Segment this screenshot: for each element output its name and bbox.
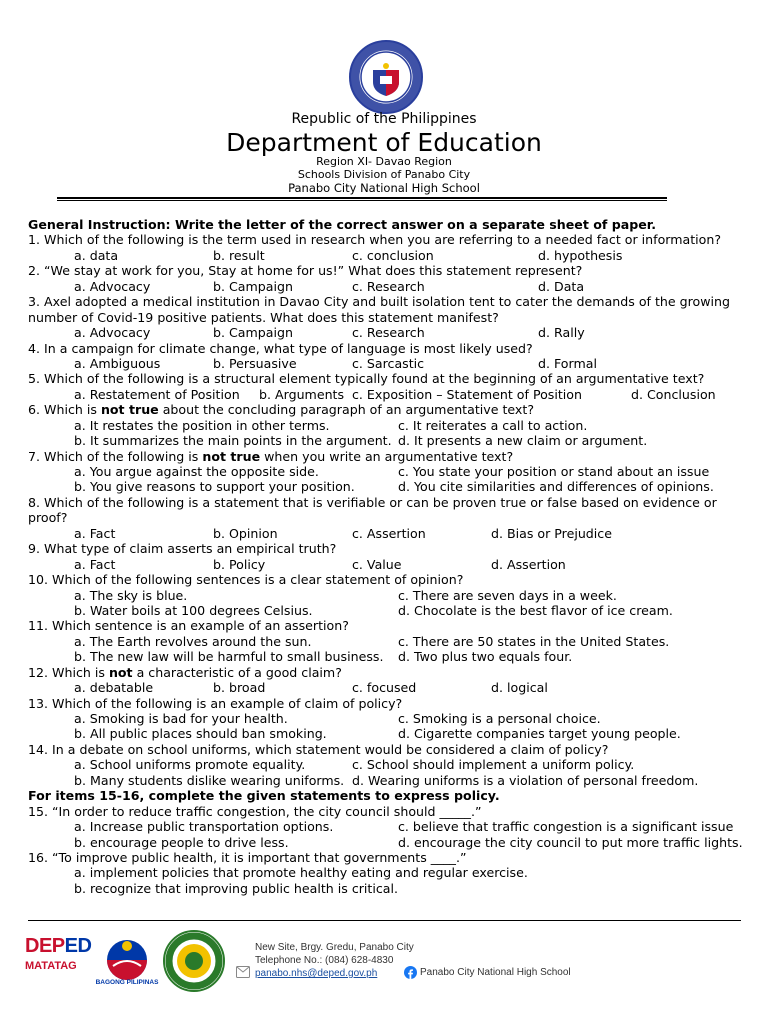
question-14-options-row1 xyxy=(28,757,746,772)
option-b: b. Policy xyxy=(213,556,266,572)
question-15-options-row2 xyxy=(28,835,746,850)
footer-divider xyxy=(28,920,741,921)
school-telephone: Telephone No.: (084) 628-4830 xyxy=(255,955,394,966)
option-d: d. logical xyxy=(491,680,548,696)
bagong-pilipinas-text: BAGONG PILIPINAS xyxy=(95,979,159,986)
question-11: 11. Which sentence is an example of an assertion? xyxy=(28,618,349,634)
option-d: d. Chocolate is the best flavor of ice cream. xyxy=(398,602,673,618)
option-a: a. Advocacy xyxy=(74,278,151,294)
division-text: Schools Division of Panabo City xyxy=(297,168,471,181)
question-7: 7. Which of the following is not true when you write an argumentative text? xyxy=(28,448,514,464)
option-c: c. Assertion xyxy=(352,525,426,541)
deped-seal-icon xyxy=(349,40,423,114)
question-1-options xyxy=(28,248,746,263)
question-12: 12. Which is not a characteristic of a good claim? xyxy=(28,664,342,680)
department-title: Department of Education xyxy=(226,128,542,157)
option-a: a. Restatement of Position xyxy=(74,386,240,402)
question-6-options-row1 xyxy=(28,418,746,433)
bagong-pilipinas-logo-icon xyxy=(93,938,161,998)
option-d: d. hypothesis xyxy=(538,247,623,263)
option-a: a. School uniforms promote equality. xyxy=(74,757,306,773)
option-b: b. Arguments xyxy=(259,386,345,402)
option-c: c. It reiterates a call to action. xyxy=(398,417,588,433)
option-b: b. It summarizes the main points in the argument. xyxy=(74,433,392,449)
question-3: 3. Axel adopted a medical institution in Davao City and built isolation tent to cater the demands of the growing number of Covid-19 positive patients. What does this statement manifest? xyxy=(28,294,731,325)
question-15-options-row1 xyxy=(28,819,746,834)
facebook-icon[interactable] xyxy=(404,966,417,979)
option-c: c. focused xyxy=(352,680,417,696)
option-d: d. It presents a new claim or argument. xyxy=(398,433,648,449)
option-a: a. It restates the position in other terms. xyxy=(74,417,330,433)
option-d: d. You cite similarities and differences of opinions. xyxy=(398,479,714,495)
option-b: b. encourage people to drive less. xyxy=(74,834,289,850)
option-b: b. result xyxy=(213,247,265,263)
option-b: b. Opinion xyxy=(213,525,278,541)
option-a: a. Ambiguous xyxy=(74,355,161,371)
option-b: b. Campaign xyxy=(213,325,293,341)
option-d: d. Bias or Prejudice xyxy=(491,525,612,541)
option-b: b. The new law will be harmful to small business. xyxy=(74,649,384,665)
question-14-options-row2 xyxy=(28,773,746,788)
question-1: 1. Which of the following is the term used in research when you are referring to a needed fact or information? xyxy=(28,232,722,248)
question-4: 4. In a campaign for climate change, what type of language is most likely used? xyxy=(28,340,533,356)
option-d: d. Conclusion xyxy=(631,386,716,402)
option-b: b. Persuasive xyxy=(213,355,297,371)
question-11-options-row1 xyxy=(28,634,746,649)
header-divider-thin xyxy=(57,200,667,201)
option-d: d. encourage the city council to put more traffic lights. xyxy=(398,834,743,850)
question-6-options-row2 xyxy=(28,433,746,448)
option-d: d. Two plus two equals four. xyxy=(398,649,573,665)
question-10-options-row1 xyxy=(28,588,746,603)
republic-heading: Republic of the Philippines xyxy=(291,111,477,127)
option-a: a. Advocacy xyxy=(74,325,151,341)
option-c: c. Research xyxy=(352,325,425,341)
option-c: c. Exposition – Statement of Position xyxy=(352,386,582,402)
option-a: a. Fact xyxy=(74,525,116,541)
option-a: a. debatable xyxy=(74,680,154,696)
general-instruction: General Instruction: Write the letter of the correct answer on a separate sheet of paper. xyxy=(28,217,657,232)
question-12-options xyxy=(28,680,746,695)
option-a: a. You argue against the opposite side. xyxy=(74,464,319,480)
question-5-options xyxy=(28,387,746,402)
option-c: c. Smoking is a personal choice. xyxy=(398,711,601,727)
option-b: b. You give reasons to support your position. xyxy=(74,479,355,495)
option-c: c. conclusion xyxy=(352,247,434,263)
option-c: c. School should implement a uniform policy. xyxy=(352,757,635,773)
option-b: b. Many students dislike wearing uniforms. xyxy=(74,772,345,788)
deped-matatag-logo: DEPED MATATAG xyxy=(25,935,92,972)
option-b: b. All public places should ban smoking. xyxy=(74,726,327,742)
school-seal-icon xyxy=(163,930,225,992)
question-13-options-row2 xyxy=(28,726,746,741)
option-d: d. Assertion xyxy=(491,556,566,572)
question-15: 15. “In order to reduce traffic congestion, the city council should _____.” xyxy=(28,803,482,819)
section-instruction: For items 15-16, complete the given statements to express policy. xyxy=(28,788,500,804)
option-c: c. There are seven days in a week. xyxy=(398,587,617,603)
option-d: d. Data xyxy=(538,278,585,294)
facebook-page-link[interactable]: Panabo City National High School xyxy=(420,967,571,978)
question-7-options-row1 xyxy=(28,464,746,479)
option-d: d. Rally xyxy=(538,325,585,341)
option-a: a. Fact xyxy=(74,556,116,572)
question-5: 5. Which of the following is a structural element typically found at the beginning of an argumentative text? xyxy=(28,371,705,387)
option-c: c. You state your position or stand about an issue xyxy=(398,464,710,480)
question-13: 13. Which of the following is an example of claim of policy? xyxy=(28,695,403,711)
question-16-option-b xyxy=(28,881,746,896)
question-3-options xyxy=(28,325,746,340)
question-8-options xyxy=(28,526,746,541)
question-11-options-row2 xyxy=(28,649,746,664)
option-c: c. Research xyxy=(352,278,425,294)
question-10: 10. Which of the following sentences is a clear statement of opinion? xyxy=(28,572,464,588)
school-email-link[interactable]: panabo.nhs@deped.gov.ph xyxy=(255,968,378,979)
option-c: c. Value xyxy=(352,556,402,572)
option-a: a. The Earth revolves around the sun. xyxy=(74,633,312,649)
option-b: b. recognize that improving public health is critical. xyxy=(74,880,398,896)
school-address: New Site, Brgy. Gredu, Panabo City xyxy=(255,942,414,953)
question-9-options xyxy=(28,557,746,572)
option-a: a. The sky is blue. xyxy=(74,587,188,603)
question-4-options xyxy=(28,356,746,371)
option-a: a. Increase public transportation options. xyxy=(74,819,334,835)
option-c: c. There are 50 states in the United States. xyxy=(398,633,670,649)
question-8: 8. Which of the following is a statement that is verifiable or can be proven true or false based on evidence or proof? xyxy=(28,494,717,526)
question-9: 9. What type of claim asserts an empirical truth? xyxy=(28,541,337,557)
question-13-options-row1 xyxy=(28,711,746,726)
question-6: 6. Which is not true about the concluding paragraph of an argumentative text? xyxy=(28,402,535,418)
question-2-options xyxy=(28,279,746,294)
question-2: 2. “We stay at work for you, Stay at home for us!” What does this statement represent? xyxy=(28,263,583,279)
option-d: d. Formal xyxy=(538,355,597,371)
option-a: a. data xyxy=(74,247,119,263)
option-b: b. broad xyxy=(213,680,266,696)
question-16-option-a xyxy=(28,865,746,880)
header-divider xyxy=(57,197,667,199)
school-name: Panabo City National High School xyxy=(288,181,480,195)
option-a: a. Smoking is bad for your health. xyxy=(74,711,288,727)
question-10-options-row2 xyxy=(28,603,746,618)
option-d: d. Cigarette companies target young people. xyxy=(398,726,681,742)
option-c: c. believe that traffic congestion is a significant issue xyxy=(398,819,734,835)
region-text: Region XI- Davao Region xyxy=(316,155,452,168)
question-14: 14. In a debate on school uniforms, which statement would be considered a claim of policy? xyxy=(28,741,609,757)
option-c: c. Sarcastic xyxy=(352,355,425,371)
email-icon xyxy=(236,966,250,978)
option-b: b. Campaign xyxy=(213,278,293,294)
exam-content xyxy=(28,217,746,896)
option-a: a. implement policies that promote healthy eating and regular exercise. xyxy=(74,865,528,881)
question-7-options-row2 xyxy=(28,479,746,494)
question-16: 16. “To improve public health, it is important that governments ____.” xyxy=(28,849,467,865)
option-b: b. Water boils at 100 degrees Celsius. xyxy=(74,602,313,618)
option-d: d. Wearing uniforms is a violation of personal freedom. xyxy=(352,772,699,788)
